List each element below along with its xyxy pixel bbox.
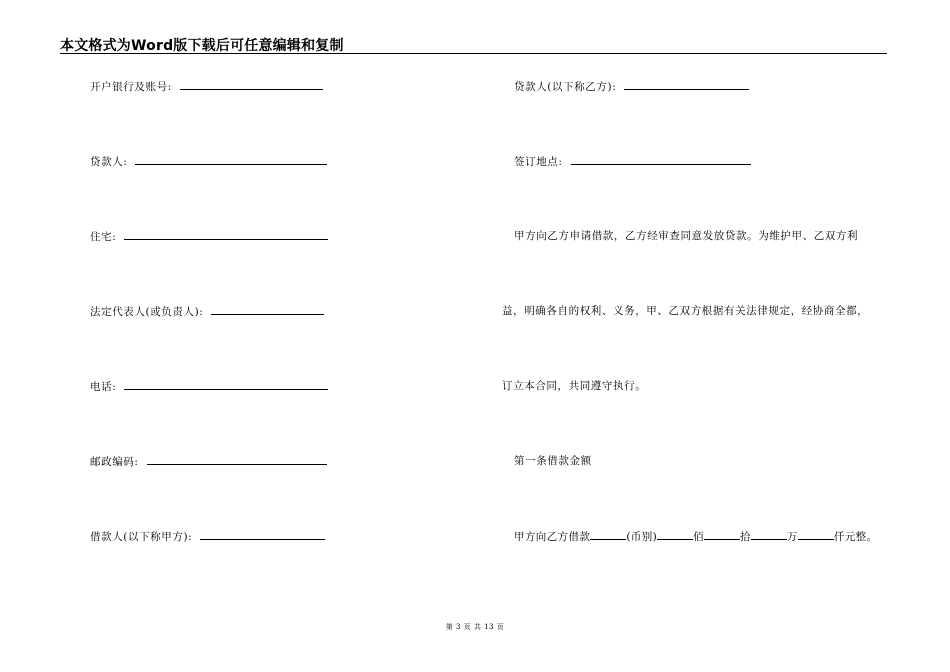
legal-rep-blank — [211, 304, 324, 315]
amount-text-4: 拾 — [740, 531, 751, 543]
phone-label: 电话: — [90, 381, 117, 393]
postal-code-label: 邮政编码: — [90, 456, 139, 468]
bank-account-blank — [180, 79, 323, 90]
loan-amount-clause — [514, 529, 877, 544]
lender-b-field — [514, 79, 749, 94]
page-footer: 第 3 页 共 13 页 — [445, 623, 505, 631]
residence-field — [90, 229, 328, 244]
intro-paragraph-line-3: 订立本合同，共同遵守执行。 — [502, 380, 647, 392]
intro-paragraph-line-2: 益，明确各自的权利、义务，甲、乙双方根据有关法律规定，经协商全都， — [502, 305, 869, 317]
signing-place-label: 签订地点: — [514, 156, 563, 168]
lender-blank — [135, 154, 327, 165]
currency-blank — [590, 529, 626, 540]
residence-label: 住宅: — [90, 231, 117, 243]
intro-paragraph-line-1: 甲方向乙方申请借款，乙方经审查同意发放贷款。为维护甲、乙双方利 — [514, 230, 859, 242]
borrower-field — [90, 529, 325, 544]
amount-text-2: (币别) — [626, 531, 658, 543]
amount-text-5: 万 — [786, 531, 798, 543]
legal-rep-field — [90, 304, 324, 319]
postal-code-blank — [147, 454, 327, 465]
signing-place-blank — [571, 154, 751, 165]
article-1-title: 第一条借款金额 — [514, 455, 592, 467]
lender-b-blank — [624, 79, 749, 90]
residence-blank — [124, 229, 328, 240]
borrower-label: 借款人(以下称甲方): — [90, 531, 193, 543]
postal-code-field — [90, 454, 327, 469]
bank-account-field — [90, 79, 323, 94]
phone-blank — [124, 379, 328, 390]
phone-field — [90, 379, 328, 394]
lender-field — [90, 154, 327, 169]
hundreds-blank — [657, 529, 693, 540]
borrower-blank — [200, 529, 325, 540]
page-header-title: 本文格式为Word版下载后可任意编辑和复制 — [60, 38, 344, 54]
amount-text-3: 佰 — [693, 531, 705, 543]
header-divider — [60, 53, 887, 54]
ten-thousands-blank — [751, 529, 787, 540]
signing-place-field — [514, 154, 751, 169]
lender-b-label: 贷款人(以下称乙方): — [514, 81, 617, 93]
thousands-blank — [798, 529, 834, 540]
tens-blank — [704, 529, 740, 540]
bank-account-label: 开户银行及账号: — [90, 81, 172, 93]
amount-text-1: 甲方向乙方借款 — [514, 531, 591, 543]
amount-text-6: 仟元整。 — [833, 531, 878, 543]
lender-label: 贷款人: — [90, 156, 128, 168]
legal-rep-label: 法定代表人(或负责人): — [90, 306, 204, 318]
